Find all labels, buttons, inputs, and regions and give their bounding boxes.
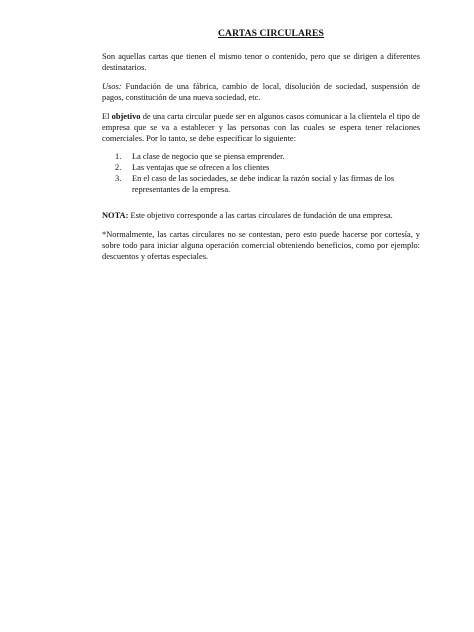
uses-paragraph	[102, 81, 420, 103]
list-item	[115, 151, 420, 162]
list-item	[115, 173, 420, 195]
list-item	[115, 162, 420, 173]
intro-paragraph: Son aquellas cartas que tienen el mismo tenor o contenido, pero que se dirigen a diferentes destinatarios.	[102, 52, 420, 72]
requirements-list	[102, 151, 420, 195]
objective-bold: objetivo	[111, 112, 141, 121]
objective-after: de una carta circular puede ser en algunos casos comunicar a la clientela el tipo de empresa que se va a establecer y las personas con las cuales se espera tener relaciones comerciales. Por lo tanto, se debe especificar lo siguiente:	[102, 112, 420, 143]
uses-lead: Usos:	[102, 82, 122, 91]
document-title: CARTAS CIRCULARES	[218, 28, 324, 39]
list-item-text: La clase de negocio que se piensa emprender.	[132, 152, 285, 161]
list-item-text: Las ventajas que se ofrecen a los clientes	[132, 163, 270, 172]
list-item-number: 3.	[115, 174, 122, 183]
note-text: Este objetivo corresponde a las cartas circulares de fundación de una empresa.	[128, 211, 393, 220]
uses-text: Fundación de una fábrica, cambio de local, disolución de sociedad, suspensión de pagos, constitución de una nueva sociedad, etc.	[102, 82, 420, 102]
spacer	[102, 195, 420, 210]
list-item-text: En el caso de las sociedades, se debe indicar la razón social y las firmas de los representantes de la empresa.	[132, 174, 395, 194]
footnote-paragraph: *Normalmente, las cartas circulares no se contestan, pero esto puede hacerse por cortesía, y sobre todo para iniciar alguna operación comercial obteniendo beneficios, como por ejemplo: descuentos y ofertas especiales.	[102, 230, 420, 261]
objective-before: El	[102, 112, 112, 121]
list-item-number: 1.	[115, 152, 122, 161]
note-paragraph	[102, 210, 420, 221]
objective-paragraph	[102, 111, 420, 144]
list-item-number: 2.	[115, 163, 122, 172]
note-label: NOTA:	[102, 211, 129, 220]
